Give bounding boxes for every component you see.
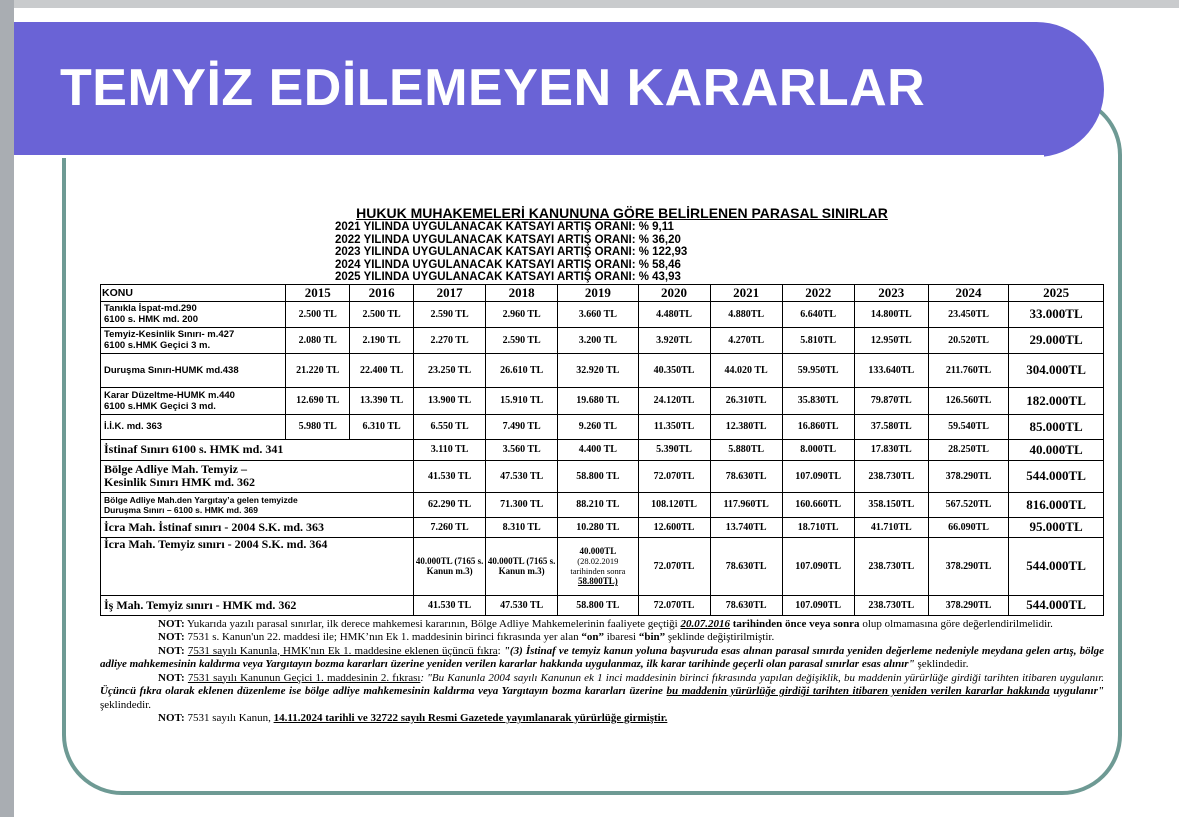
note-paragraph: NOT: Yukarıda yazılı parasal sınırlar, ilk derece mahkemesi kararının, Bölge Adliye Mahkemelerinin faaliyete geçtiği 20.07.2016 tarihinden önce veya sonra olup olmamasına göre değerlendirilmelidir. (158, 617, 1053, 630)
table-cell: 2.960 TL (486, 301, 558, 327)
table-row (101, 439, 1104, 460)
table-cell: 6.640TL (782, 301, 854, 327)
table-cell: 78.630TL (710, 595, 782, 615)
header-cell: 2017 (414, 284, 486, 301)
table-cell: 40.000TL (28.02.2019 tarihinden sonra 58.800TL) (558, 537, 638, 595)
table-cell: 26.310TL (710, 387, 782, 414)
table-cell: 211.760TL (928, 353, 1008, 387)
table-cell: 16.860TL (782, 414, 854, 439)
table-cell: 72.070TL (638, 460, 710, 492)
table-cell: 41.530 TL (414, 460, 486, 492)
note-paragraph: NOT: 7531 sayılı Kanunla, HMK'nın Ek 1. maddesine eklenen üçüncü fıkra: "(3) İstinaf ve temyiz kanun yoluna başvuruda esas alınan parasal sınırda yeniden değerleme nedeniyle meydana gelen artış, bölge adliye mahkemesinin kaldırma veya Yargıtayın bozma kararları üzerine yeniden verilen kararlar hakkında uygulanmaz, ilk karar tarihinde geçerli olan parasal sınırlar esas alınır" şeklindedir. (100, 644, 1105, 670)
row-label: İcra Mah. İstinaf sınırı - 2004 S.K. md. 363 (101, 517, 414, 537)
row-label: Bölge Adliye Mah. Temyiz – Kesinlik Sınırı HMK md. 362 (101, 460, 414, 492)
table-cell: 3.660 TL (558, 301, 638, 327)
table-cell: 58.800 TL (558, 595, 638, 615)
table-row (101, 301, 1104, 327)
table-cell: 5.390TL (638, 439, 710, 460)
table-cell: 2.500 TL (350, 301, 414, 327)
table-cell: 9.260 TL (558, 414, 638, 439)
table-cell: 78.630TL (710, 460, 782, 492)
table-cell: 8.310 TL (486, 517, 558, 537)
table-cell: 544.000TL (1009, 460, 1104, 492)
note-paragraph: NOT: 7531 s. Kanun'un 22. maddesi ile; HMK’nın Ek 1. maddesinin birinci fıkrasında yer alan “on” ibaresi “bin” şeklinde değiştirilmiştir. (158, 631, 775, 643)
table-cell: 41.710TL (854, 517, 928, 537)
header-cell: 2016 (350, 284, 414, 301)
table-cell: 238.730TL (854, 460, 928, 492)
table-cell: 117.960TL (710, 492, 782, 517)
table-cell: 71.300 TL (486, 492, 558, 517)
table-cell: 2.590 TL (414, 301, 486, 327)
row-label: İstinaf Sınırı 6100 s. HMK md. 341 (101, 439, 414, 460)
table-cell: 40.000TL (1009, 439, 1104, 460)
table-cell: 59.950TL (782, 353, 854, 387)
table-cell: 85.000TL (1009, 414, 1104, 439)
table-cell: 133.640TL (854, 353, 928, 387)
left-edge (0, 0, 14, 817)
table-cell: 19.680 TL (558, 387, 638, 414)
table-cell: 33.000TL (1009, 301, 1104, 327)
table-cell: 3.110 TL (414, 439, 486, 460)
row-label: Bölge Adliye Mah.den Yargıtay’a gelen temyizde Duruşma Sınırı – 6100 s. HMK md. 369 (101, 492, 414, 517)
table-cell: 4.270TL (710, 327, 782, 353)
table-cell: 13.390 TL (350, 387, 414, 414)
table-row (101, 492, 1104, 517)
table-cell: 72.070TL (638, 595, 710, 615)
table-cell: 44.020 TL (710, 353, 782, 387)
table-cell: 13.740TL (710, 517, 782, 537)
rate-line: 2025 YILINDA UYGULANACAK KATSAYI ARTIŞ ORANI: % 43,93 (335, 271, 681, 283)
table-cell: 3.560 TL (486, 439, 558, 460)
header-cell: 2025 (1009, 284, 1104, 301)
table-cell: 18.710TL (782, 517, 854, 537)
table-cell: 378.290TL (928, 460, 1008, 492)
table-cell: 47.530 TL (486, 460, 558, 492)
row-label: Tanıkla İspat-md.290 6100 s. HMK md. 200 (101, 301, 286, 327)
table-cell: 238.730TL (854, 537, 928, 595)
table-cell: 17.830TL (854, 439, 928, 460)
row-label: İş Mah. Temyiz sınırı - HMK md. 362 (101, 595, 414, 615)
table-cell: 11.350TL (638, 414, 710, 439)
table-cell: 544.000TL (1009, 537, 1104, 595)
table-cell: 26.610 TL (486, 353, 558, 387)
table-cell: 5.980 TL (286, 414, 350, 439)
table-cell: 22.400 TL (350, 353, 414, 387)
row-label: Karar Düzeltme-HUMK m.440 6100 s.HMK Geçici 3 md. (101, 387, 286, 414)
table-cell: 107.090TL (782, 537, 854, 595)
table-cell: 40.350TL (638, 353, 710, 387)
table-cell: 59.540TL (928, 414, 1008, 439)
header-cell: 2018 (486, 284, 558, 301)
rate-list (335, 221, 1104, 284)
table-cell: 6.550 TL (414, 414, 486, 439)
table-cell: 23.250 TL (414, 353, 486, 387)
table-row (101, 595, 1104, 615)
header-cell: 2015 (286, 284, 350, 301)
row-label: İ.İ.K. md. 363 (101, 414, 286, 439)
table-cell: 35.830TL (782, 387, 854, 414)
document-image (100, 205, 1104, 726)
table-cell: 3.920TL (638, 327, 710, 353)
rate-line: 2021 YILINDA UYGULANACAK KATSAYI ARTIŞ ORANI: % 9,11 (335, 221, 674, 233)
table-cell: 378.290TL (928, 537, 1008, 595)
table-cell: 182.000TL (1009, 387, 1104, 414)
table-cell: 126.560TL (928, 387, 1008, 414)
table-cell: 358.150TL (854, 492, 928, 517)
table-cell: 62.290 TL (414, 492, 486, 517)
table-cell: 12.690 TL (286, 387, 350, 414)
row-label: İcra Mah. Temyiz sınırı - 2004 S.K. md. 364 (101, 537, 414, 595)
top-edge (0, 0, 1179, 8)
table-cell: 21.220 TL (286, 353, 350, 387)
table-cell: 29.000TL (1009, 327, 1104, 353)
table-cell: 2.190 TL (350, 327, 414, 353)
row-label: Temyiz-Kesinlik Sınırı- m.427 6100 s.HMK Geçici 3 m. (101, 327, 286, 353)
header-cell: 2023 (854, 284, 928, 301)
table-cell: 7.260 TL (414, 517, 486, 537)
table-cell: 12.380TL (710, 414, 782, 439)
table-cell: 41.530 TL (414, 595, 486, 615)
table-cell: 304.000TL (1009, 353, 1104, 387)
note-paragraph: NOT: 7531 sayılı Kanunun Geçici 1. maddesinin 2. fıkrası: "Bu Kanunla 2004 sayılı Kanunun ek 1 inci maddesinin birinci fıkrasında yapılan değişiklik, bu maddenin yürürlüğe girdiği tarihten itibaren uygulanır. Üçüncü fıkra olarak eklenen düzenleme ise bölge adliye mahkemesinin kaldırma veya Yargıtayın bozma kararları üzerine bu maddenin yürürlüğe girdiği tarihten itibaren yeniden verilen kararlar hakkında uygulanır" şeklindedir. (100, 671, 1105, 711)
table-cell: 58.800 TL (558, 460, 638, 492)
table-row (101, 517, 1104, 537)
rate-line: 2023 YILINDA UYGULANACAK KATSAYI ARTIŞ ORANI: % 122,93 (335, 246, 688, 258)
rate-line: 2022 YILINDA UYGULANACAK KATSAYI ARTIŞ ORANI: % 36,20 (335, 233, 681, 246)
table-cell: 544.000TL (1009, 595, 1104, 615)
table-cell: 4.880TL (710, 301, 782, 327)
table-row (101, 537, 1104, 595)
table-cell: 107.090TL (782, 460, 854, 492)
header-cell: 2020 (638, 284, 710, 301)
table-row (101, 327, 1104, 353)
table-cell: 10.280 TL (558, 517, 638, 537)
table-cell: 4.400 TL (558, 439, 638, 460)
table-cell: 6.310 TL (350, 414, 414, 439)
table-cell: 28.250TL (928, 439, 1008, 460)
table-cell: 23.450TL (928, 301, 1008, 327)
rate-line: 2024 YILINDA UYGULANACAK KATSAYI ARTIŞ ORANI: % 58,46 (335, 258, 681, 271)
table-cell: 13.900 TL (414, 387, 486, 414)
note-paragraph: NOT: 7531 sayılı Kanun, 14.11.2024 tarihli ve 32722 sayılı Resmi Gazetede yayımlanarak yürürlüğe girmiştir. (158, 712, 668, 724)
table-cell: 4.480TL (638, 301, 710, 327)
table-cell: 2.500 TL (286, 301, 350, 327)
table-cell: 78.630TL (710, 537, 782, 595)
table-cell: 40.000TL (7165 s. Kanun m.3) (486, 537, 558, 595)
document-title: HUKUK MUHAKEMELERİ KANUNUNA GÖRE BELİRLENEN PARASAL SINIRLAR (356, 205, 888, 221)
table-cell: 47.530 TL (486, 595, 558, 615)
table-cell: 12.600TL (638, 517, 710, 537)
table-header-row (101, 284, 1104, 301)
table-cell: 2.080 TL (286, 327, 350, 353)
table-cell: 107.090TL (782, 595, 854, 615)
table-cell: 378.290TL (928, 595, 1008, 615)
table-row (101, 414, 1104, 439)
table-cell: 15.910 TL (486, 387, 558, 414)
table-cell: 95.000TL (1009, 517, 1104, 537)
header-cell: KONU (101, 284, 286, 301)
table-cell: 2.270 TL (414, 327, 486, 353)
header-cell: 2019 (558, 284, 638, 301)
table-cell: 20.520TL (928, 327, 1008, 353)
table-cell: 24.120TL (638, 387, 710, 414)
table-row (101, 387, 1104, 414)
table-cell: 72.070TL (638, 537, 710, 595)
table-cell: 5.880TL (710, 439, 782, 460)
table-cell: 160.660TL (782, 492, 854, 517)
table-cell: 5.810TL (782, 327, 854, 353)
table-cell: 3.200 TL (558, 327, 638, 353)
table-cell: 2.590 TL (486, 327, 558, 353)
table-row (101, 353, 1104, 387)
table-cell: 7.490 TL (486, 414, 558, 439)
table-cell: 816.000TL (1009, 492, 1104, 517)
slide-title: TEMYİZ EDİLEMEYEN KARARLAR (60, 59, 926, 117)
table-cell: 88.210 TL (558, 492, 638, 517)
table-cell: 37.580TL (854, 414, 928, 439)
table-cell: 567.520TL (928, 492, 1008, 517)
header-cell: 2024 (928, 284, 1008, 301)
table-cell: 66.090TL (928, 517, 1008, 537)
notes-section (100, 618, 1104, 726)
table-row (101, 460, 1104, 492)
row-label: Duruşma Sınırı-HUMK md.438 (101, 353, 286, 387)
table-cell: 40.000TL (7165 s. Kanun m.3) (414, 537, 486, 595)
table-cell: 238.730TL (854, 595, 928, 615)
table-cell: 12.950TL (854, 327, 928, 353)
table-cell: 8.000TL (782, 439, 854, 460)
table-cell: 108.120TL (638, 492, 710, 517)
table-cell: 14.800TL (854, 301, 928, 327)
header-cell: 2022 (782, 284, 854, 301)
limits-table (100, 284, 1104, 616)
title-underline (14, 155, 1044, 158)
header-cell: 2021 (710, 284, 782, 301)
table-cell: 79.870TL (854, 387, 928, 414)
table-cell: 32.920 TL (558, 353, 638, 387)
